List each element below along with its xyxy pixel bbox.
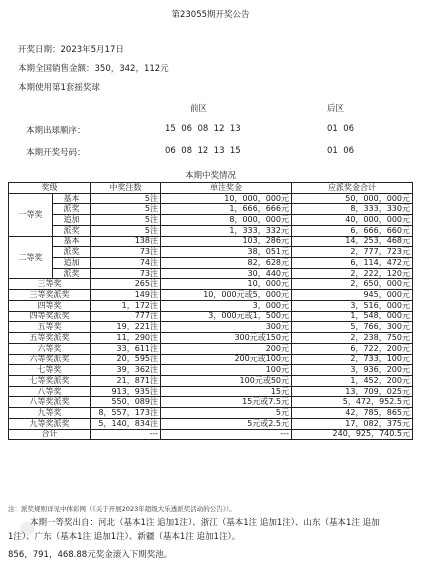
prize-level: 合计 [9,429,91,440]
prize-level: 九等奖 [9,408,91,419]
winner-count: 5注 [91,215,161,226]
table-row [9,365,413,376]
winning-number-back: 01 06 [327,146,355,156]
table-row [9,225,413,236]
prize-level: 三等奖派奖 [9,290,91,301]
winner-count: 913，935注 [91,386,161,397]
single-prize: 200元 [161,343,292,354]
winner-count: 39，362注 [91,365,161,376]
total-prize: 945，000元 [292,290,413,301]
total-prize: 6，114，472元 [292,258,413,269]
total-prize: 50，000，000元 [292,193,413,204]
total-prize: 3，936，200元 [292,365,413,376]
table-row [9,322,413,333]
single-prize: 100元 [161,365,292,376]
single-prize: 5元 [161,408,292,419]
draw-order-front: 15 06 08 12 13 [165,124,241,134]
table-row [9,300,413,311]
total-prize: 42，785，865元 [292,408,413,419]
prize-table-body [9,183,413,440]
header-prize: 单注奖金 [161,183,292,194]
winner-count: 5注 [91,204,161,215]
prize-level: 三等奖 [9,279,91,290]
table-row [9,193,413,204]
winner-count: 550，089注 [91,397,161,408]
table-row [9,418,413,429]
winning-number-label: 本期开奖号码： [26,148,86,158]
winner-count: --- [91,429,161,440]
total-prize: 6，666，660元 [292,225,413,236]
table-row [9,333,413,344]
total-prize: 240，925，740.5元 [292,429,413,440]
prize-table [8,182,413,440]
total-prize: 1，548，000元 [292,311,413,322]
table-row [9,354,413,365]
table-row [9,215,413,226]
winner-count: 5注 [91,193,161,204]
winner-count: 73注 [91,268,161,279]
draw-date [18,43,124,55]
winner-count: 265注 [91,279,161,290]
winner-count: 777注 [91,311,161,322]
total-prize: 2，733，100元 [292,354,413,365]
prize-level: 一等奖 [9,193,53,236]
prize-level: 二等奖 [9,236,53,279]
total-prize: 17，082，375元 [292,418,413,429]
total-prize: 6，722，200元 [292,343,413,354]
prize-sublevel: 派奖 [53,204,91,215]
winner-count: 20，595注 [91,354,161,365]
prize-sublevel: 派奖 [53,225,91,236]
prize-level: 八等奖派奖 [9,397,91,408]
winner-count: 33，611注 [91,343,161,354]
table-row [9,343,413,354]
header-level: 奖级 [9,183,91,194]
table-row [9,258,413,269]
prize-level: 六等奖派奖 [9,354,91,365]
winner-count: 138注 [91,236,161,247]
winner-count: 74注 [91,258,161,269]
total-prize: 5，472，952.5元 [292,397,413,408]
total-prize: 2，238，750元 [292,333,413,344]
prize-sublevel: 基本 [53,193,91,204]
winner-count: 1，172注 [91,300,161,311]
total-prize: 2，777，723元 [292,247,413,258]
single-prize: 8，000，000元 [161,215,292,226]
single-prize: 1，333，332元 [161,225,292,236]
winner-count: 19，221注 [91,322,161,333]
single-prize: 82，628元 [161,258,292,269]
prize-table-title: 本期中奖情况 [184,171,236,181]
winner-count: 11，290注 [91,333,161,344]
single-prize: 30，440元 [161,268,292,279]
header-total: 应派奖金合计 [292,183,413,194]
winner-count: 5，140，834注 [91,418,161,429]
draw-date-value: 2023年5月17日 [60,45,124,55]
total-prize: 2，650，000元 [292,279,413,290]
prize-level: 五等奖派奖 [9,333,91,344]
winner-count: 21，871注 [91,375,161,386]
sales-amount [18,62,169,74]
draw-date-label: 开奖日期： [18,45,61,55]
prize-sublevel: 基本 [53,236,91,247]
single-prize: 10，000元或5，000元 [161,290,292,301]
prize-level: 七等奖派奖 [9,375,91,386]
single-prize: 10，000元 [161,279,292,290]
winner-count: 149注 [91,290,161,301]
single-prize: --- [161,429,292,440]
ball-set: 本期使用第1套摇奖球 [18,83,100,93]
single-prize: 100元或50元 [161,375,292,386]
table-row [9,408,413,419]
table-header-row [9,183,413,194]
single-prize: 5元或2.5元 [161,418,292,429]
prize-level: 五等奖 [9,322,91,333]
table-row [9,236,413,247]
total-prize: 2，222，120元 [292,268,413,279]
single-prize: 15元或7.5元 [161,397,292,408]
table-row [9,268,413,279]
draw-order-label: 本期出球顺序： [26,126,86,136]
table-row [9,311,413,322]
single-prize: 38，051元 [161,247,292,258]
back-area-header: 后区 [327,104,345,114]
header-count: 中奖注数 [91,183,161,194]
sales-value: 350，342，112元 [94,64,169,74]
winner-count: 5注 [91,225,161,236]
single-prize: 3，000元 [161,300,292,311]
prize-level: 四等奖 [9,300,91,311]
jackpot-rollover: 856，791，468.88元奖金滚入下期奖池。 [8,550,173,560]
prize-level: 四等奖派奖 [9,311,91,322]
prize-sublevel: 派奖 [53,247,91,258]
prize-level: 八等奖 [9,386,91,397]
table-row [9,290,413,301]
table-row [9,375,413,386]
prize-sublevel: 追加 [53,258,91,269]
single-prize: 103，286元 [161,236,292,247]
total-prize: 5，766，300元 [292,322,413,333]
winner-count: 8，557，173注 [91,408,161,419]
table-row [9,429,413,440]
first-prize-line-2: 1注）、广东（基本1注 追加1注）、新疆（基本1注 追加1注）。 [8,532,241,542]
rules-note: 注：派奖规则详见中体彩网（《关于开展2023年超级大乐透派奖活动的公告》）。 [8,505,236,513]
single-prize: 200元或100元 [161,354,292,365]
first-prize-line-1: 本期一等奖出自：河北（基本1注 追加1注）、浙江（基本1注 追加1注）、山东（基本1注 追加 [30,518,380,528]
total-prize: 3，516，000元 [292,300,413,311]
front-area-header: 前区 [190,104,208,114]
first-prize-origin [8,516,380,544]
prize-level: 七等奖 [9,365,91,376]
table-row [9,386,413,397]
table-row [9,397,413,408]
prize-sublevel: 追加 [53,215,91,226]
prize-sublevel: 派奖 [53,268,91,279]
prize-level: 九等奖派奖 [9,418,91,429]
winning-number-front: 06 08 12 13 15 [165,146,241,156]
total-prize: 13，709，025元 [292,386,413,397]
table-row [9,279,413,290]
total-prize: 8，333，330元 [292,204,413,215]
total-prize: 40，000，000元 [292,215,413,226]
total-prize: 1，452，200元 [292,375,413,386]
table-row [9,247,413,258]
single-prize: 15元 [161,386,292,397]
prize-level: 六等奖 [9,343,91,354]
single-prize: 3，000元或1，500元 [161,311,292,322]
table-row [9,204,413,215]
sales-label: 本期全国销售金额： [18,64,95,74]
total-prize: 14，253，468元 [292,236,413,247]
draw-order-back: 01 06 [327,124,355,134]
single-prize: 300元或150元 [161,333,292,344]
single-prize: 10，000，000元 [161,193,292,204]
single-prize: 1，666，666元 [161,204,292,215]
single-prize: 300元 [161,322,292,333]
page-title: 第23055期开奖公告 [171,10,250,20]
winner-count: 73注 [91,247,161,258]
